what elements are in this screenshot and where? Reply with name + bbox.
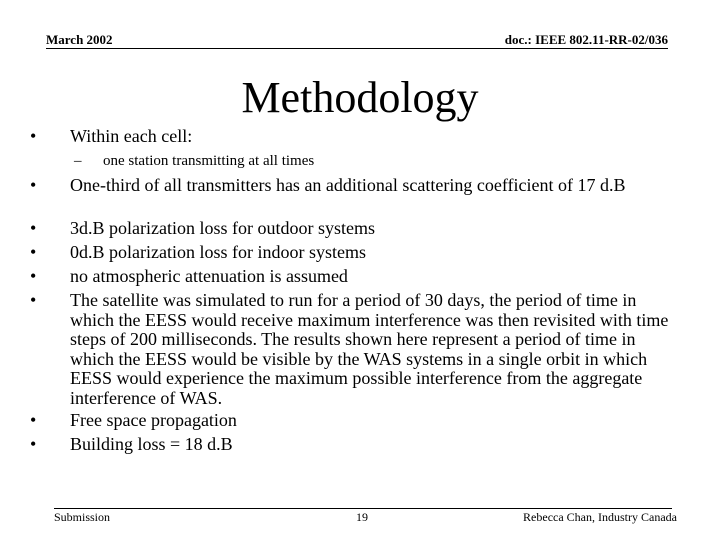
bullet-marker: • <box>30 266 37 286</box>
header-date: March 2002 <box>46 32 113 47</box>
bullet-text-free-space: Free space propagation <box>70 410 237 430</box>
bullet-text-scattering: One-third of all transmitters has an additional scattering coefficient of 17 d.B <box>70 175 626 195</box>
bullet-marker: • <box>30 126 37 146</box>
bullet-marker: • <box>30 242 37 262</box>
footer-submission: Submission <box>54 510 111 524</box>
sub-bullet-dash: – <box>74 153 82 169</box>
bullet-text-atmospheric: no atmospheric attenuation is assumed <box>70 266 348 286</box>
bullet-marker: • <box>30 218 37 238</box>
bullet-text-satellite-simulation: The satellite was simulated to run for a period of 30 days, the period of time in which the EESS would receive maximum interference was then revisited with time steps of 200 milliseconds. The results shown here represent a period of time in which the EESS would be visible by the WAS systems in a single orbit in which EESS would experience the maximum possible interference from the aggregate interference of WAS. <box>70 290 669 408</box>
bullet-marker: • <box>30 434 37 454</box>
bullet-text-indoor-loss: 0d.B polarization loss for indoor systems <box>70 242 366 262</box>
bullet-marker: • <box>30 175 37 195</box>
header-rule <box>46 48 668 49</box>
bullet-text-building-loss: Building loss = 18 d.B <box>70 434 233 454</box>
bullet-marker: • <box>30 410 37 430</box>
footer-author: Rebecca Chan, Industry Canada <box>523 510 677 524</box>
footer-page-number: 19 <box>356 510 368 524</box>
sub-bullet-text: one station transmitting at all times <box>103 153 315 169</box>
bullet-text-outdoor-loss: 3d.B polarization loss for outdoor systems <box>70 218 375 238</box>
header-doc-id: doc.: IEEE 802.11-RR-02/036 <box>504 32 668 47</box>
footer-rule <box>54 508 672 509</box>
bullet-text-within-cell: Within each cell: <box>70 126 193 146</box>
bullet-marker: • <box>30 290 37 310</box>
slide-title: Methodology <box>241 73 479 122</box>
